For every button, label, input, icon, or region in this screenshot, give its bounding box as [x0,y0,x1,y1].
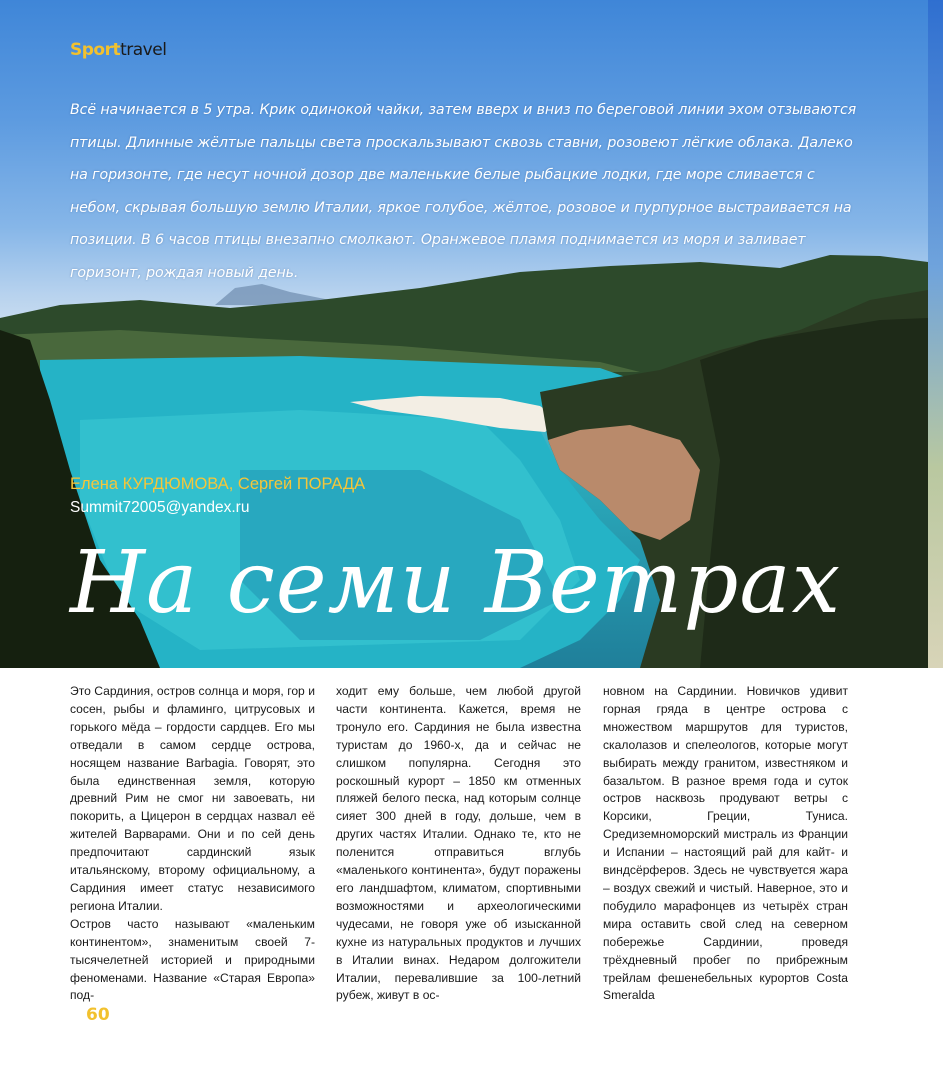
paragraph: Остров часто называют «маленьким континентом», знаменитым своей 7-тысячелетней историей и природными феноменами. Название «Старая Европа» под- [70,916,315,1003]
article-authors: Елена КУРДЮМОВА, Сергей ПОРАДА [70,475,366,493]
body-column-2 [336,683,581,1003]
article-body [70,683,848,1003]
article-headline: На семи Ветрах [70,533,842,633]
paragraph: Это Сардиния, остров солнца и моря, гор и сосен, рыбы и фламинго, цитрусовых и горького мёда – гордости сардцев. Его мы отведали в самом сердце острова, носящем название Barbagia. Говорят, это была единственная земля, которую древний Рим не смог ни завоевать, ни покорить, а Цицерон в сердцах назвал её жителей Варварами. Они и по сей день предпочитают сардинский язык итальянскому, второму официальному, а Сардиния имеет статус независимого региона Италии. [70,684,315,913]
author-email: Summit72005@yandex.ru [70,499,250,516]
paragraph: новном на Сардинии. Новичков удивит горная гряда в центре острова с множеством маршрутов для туристов, скалолазов и спелеологов, которые могут выбирать между гранитом, известняком и базальтом. В разное время года и суток остров насквозь продувают ветры с Корсики, Греции, Туниса. Средиземноморский мистраль из Франции и Испании – настоящий рай для кайт- и виндсёрферов. Здесь не чувствуется жара – воздух свежий и чистый. Наверное, это и побудило марафонцев из четырёх стран мира оставить свой след на северном побережье Сардинии, проведя трёхдневный пробег по прибрежным трейлам фешенебельных курортов Costa Smeralda [603,684,848,1003]
page-number: 60 [86,1005,110,1025]
paragraph: ходит ему больше, чем любой другой части континента. Кажется, время не тронуло его. Сардиния не была известна туристам до 1960-х, да и сейчас не слишком популярна. Сегодня это роскошный курорт – 1850 км отменных пляжей белого песка, над которым солнце сияет 300 дней в году, дольше, чем в других частях Италии. Однако те, кто не поленится отправиться вглубь «маленького континента», будут поражены его ландшафтом, климатом, спортивными возможностями и археологическими чудесами, не говоря уже об изысканной кухне из натуральных продуктов и лучших в Италии винах. Недаром долгожители Италии, перевалившие за 100-летний рубеж, живут в ос- [336,684,581,1003]
intro-paragraph: Всё начинается в 5 утра. Крик одинокой чайки, затем вверх и вниз по береговой линии эхом отзываются птицы. Длинные жёлтые пальцы света проскальзывают сквозь ставни, розовеют лёгкие облака. Далеко на горизонте, где несут ночной дозор две маленькие белые рыбацкие лодки, где море сливается с небом, скрывая большую землю Италии, яркое голубое, жёлтое, розовое и пурпурное выстраивается на позиции. В 6 часов птицы внезапно смолкают. Оранжевое пламя поднимается из моря и заливает горизонт, рождая новый день. [70,102,857,281]
brand-sport: Sport [70,40,121,60]
magazine-section-logo [70,40,166,60]
body-column-3 [603,683,848,1003]
brand-travel: travel [120,40,167,60]
page-edge-strip [928,0,943,668]
body-column-1 [70,683,315,1003]
